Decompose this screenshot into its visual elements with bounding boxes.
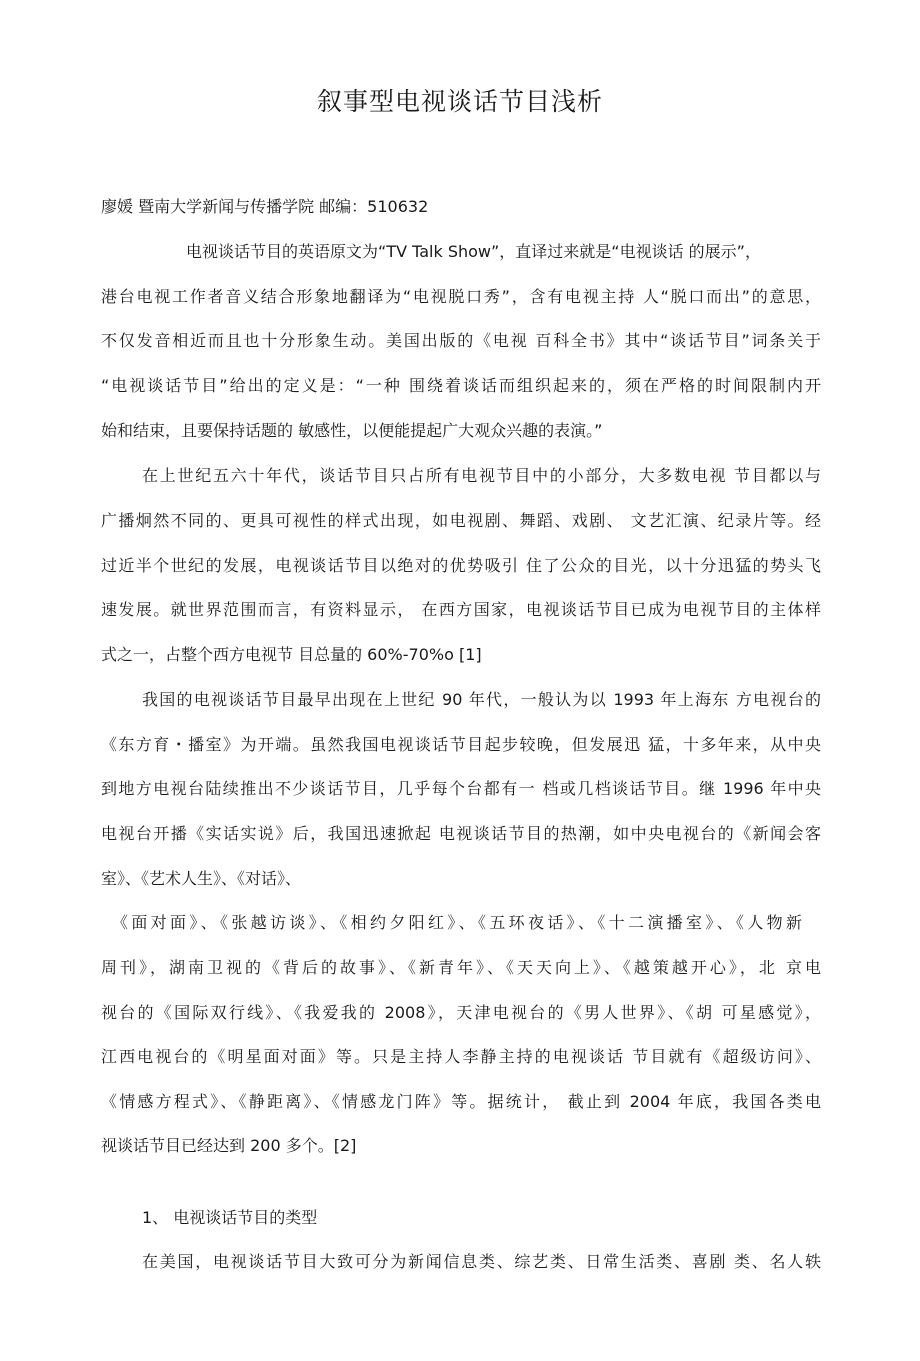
paragraph-2-line-4: 速发展。就世界范围而言，有资料显示， 在西方国家，电视谈话节目已成为电视节目的主体样 xyxy=(101,600,821,619)
author-line: 廖媛 暨南大学新闻与传播学院 邮编：510632 xyxy=(101,197,429,216)
paragraph-1-line-5: 始和结束，且要保持话题的 敏感性，以便能提起广大观众兴趣的表演。” xyxy=(101,421,603,440)
paragraph-4-line-1: 《面对面》、《张越访谈》、《相约夕阳红》、《五环夜话》、《十二演播室》、《人物新 xyxy=(112,913,802,932)
paragraph-4-line-5: 《情感方程式》、《静距离》、《情感龙门阵》等。据统计， 截止到 2004 年底，我国各类电 xyxy=(101,1092,821,1111)
paragraph-2-line-1: 在上世纪五六十年代，谈话节目只占所有电视节目中的小部分，大多数电视 节目都以与 xyxy=(142,466,821,485)
paragraph-3-line-2: 《东方育・播室》为开端。虽然我国电视谈话节目起步较晚，但发展迅 猛，十多年来，从中央 xyxy=(101,735,821,754)
paragraph-4-line-4: 江西电视台的《明星面对面》等。只是主持人李静主持的电视谈话 节目就有《超级访问》、 xyxy=(101,1047,821,1066)
paragraph-1-line-4: “电视谈话节目”给出的定义是：“一种 围绕着谈话而组织起来的，须在严格的时间限制内开 xyxy=(101,376,821,395)
paragraph-2-line-3: 过近半个世纪的发展，电视谈话节目以绝对的优势吸引 住了公众的目光，以十分迅猛的势头飞 xyxy=(101,556,821,575)
paragraph-3-line-1: 我国的电视谈话节目最早出现在上世纪 90 年代，一般认为以 1993 年上海东 方电视台的 xyxy=(142,690,821,709)
section-1-heading: 1、 电视谈话节目的类型 xyxy=(142,1208,318,1227)
paragraph-5-line-1: 在美国，电视谈话节目大致可分为新闻信息类、综艺类、日常生活类、喜剧 类、名人轶 xyxy=(142,1252,821,1271)
paragraph-1-line-3: 不仅发音相近而且也十分形象生动。美国出版的《电视 百科全书》其中“谈话节目”词条关于 xyxy=(101,331,821,350)
paragraph-4-line-2: 周刊》，湖南卫视的《背后的故事》、《新青年》、《天天向上》、《越策越开心》，北 京电 xyxy=(101,958,821,977)
paragraph-3-line-3: 到地方电视台陆续推出不少谈话节目，几乎每个台都有一 档或几档谈话节目。继 1996 年中央 xyxy=(101,779,821,798)
paragraph-2-line-2: 广播炯然不同的、更具可视性的样式出现，如电视剧、舞蹈、戏剧、 文艺汇演、纪录片等。经 xyxy=(101,511,821,530)
paragraph-1-line-2: 港台电视工作者音义结合形象地翻译为“电视脱口秀”，含有电视主持 人“脱口而出”的意思， xyxy=(101,287,821,306)
paragraph-1-line-1: 电视谈话节目的英语原文为“TV Talk Show”，直译过来就是“电视谈话 的展示”， xyxy=(186,242,761,261)
paragraph-3-line-4: 电视台开播《实话实说》后，我国迅速掀起 电视谈话节目的热潮，如中央电视台的《新闻会客 xyxy=(101,824,821,843)
document-title: 叙事型电视谈话节目浅析 xyxy=(316,87,603,116)
paragraph-3-line-5: 室》、《艺术人生》、《对话》、 xyxy=(101,869,302,888)
paragraph-4-line-6: 视谈话节目已经达到 200 多个。[2] xyxy=(101,1136,357,1155)
paragraph-4-line-3: 视台的《国际双行线》、《我爱我的 2008》，天津电视台的《男人世界》、《胡 可星感觉》， xyxy=(101,1003,821,1022)
paragraph-2-line-5: 式之一，占整个西方电视节 目总量的 60%-70%o [1] xyxy=(101,645,482,664)
